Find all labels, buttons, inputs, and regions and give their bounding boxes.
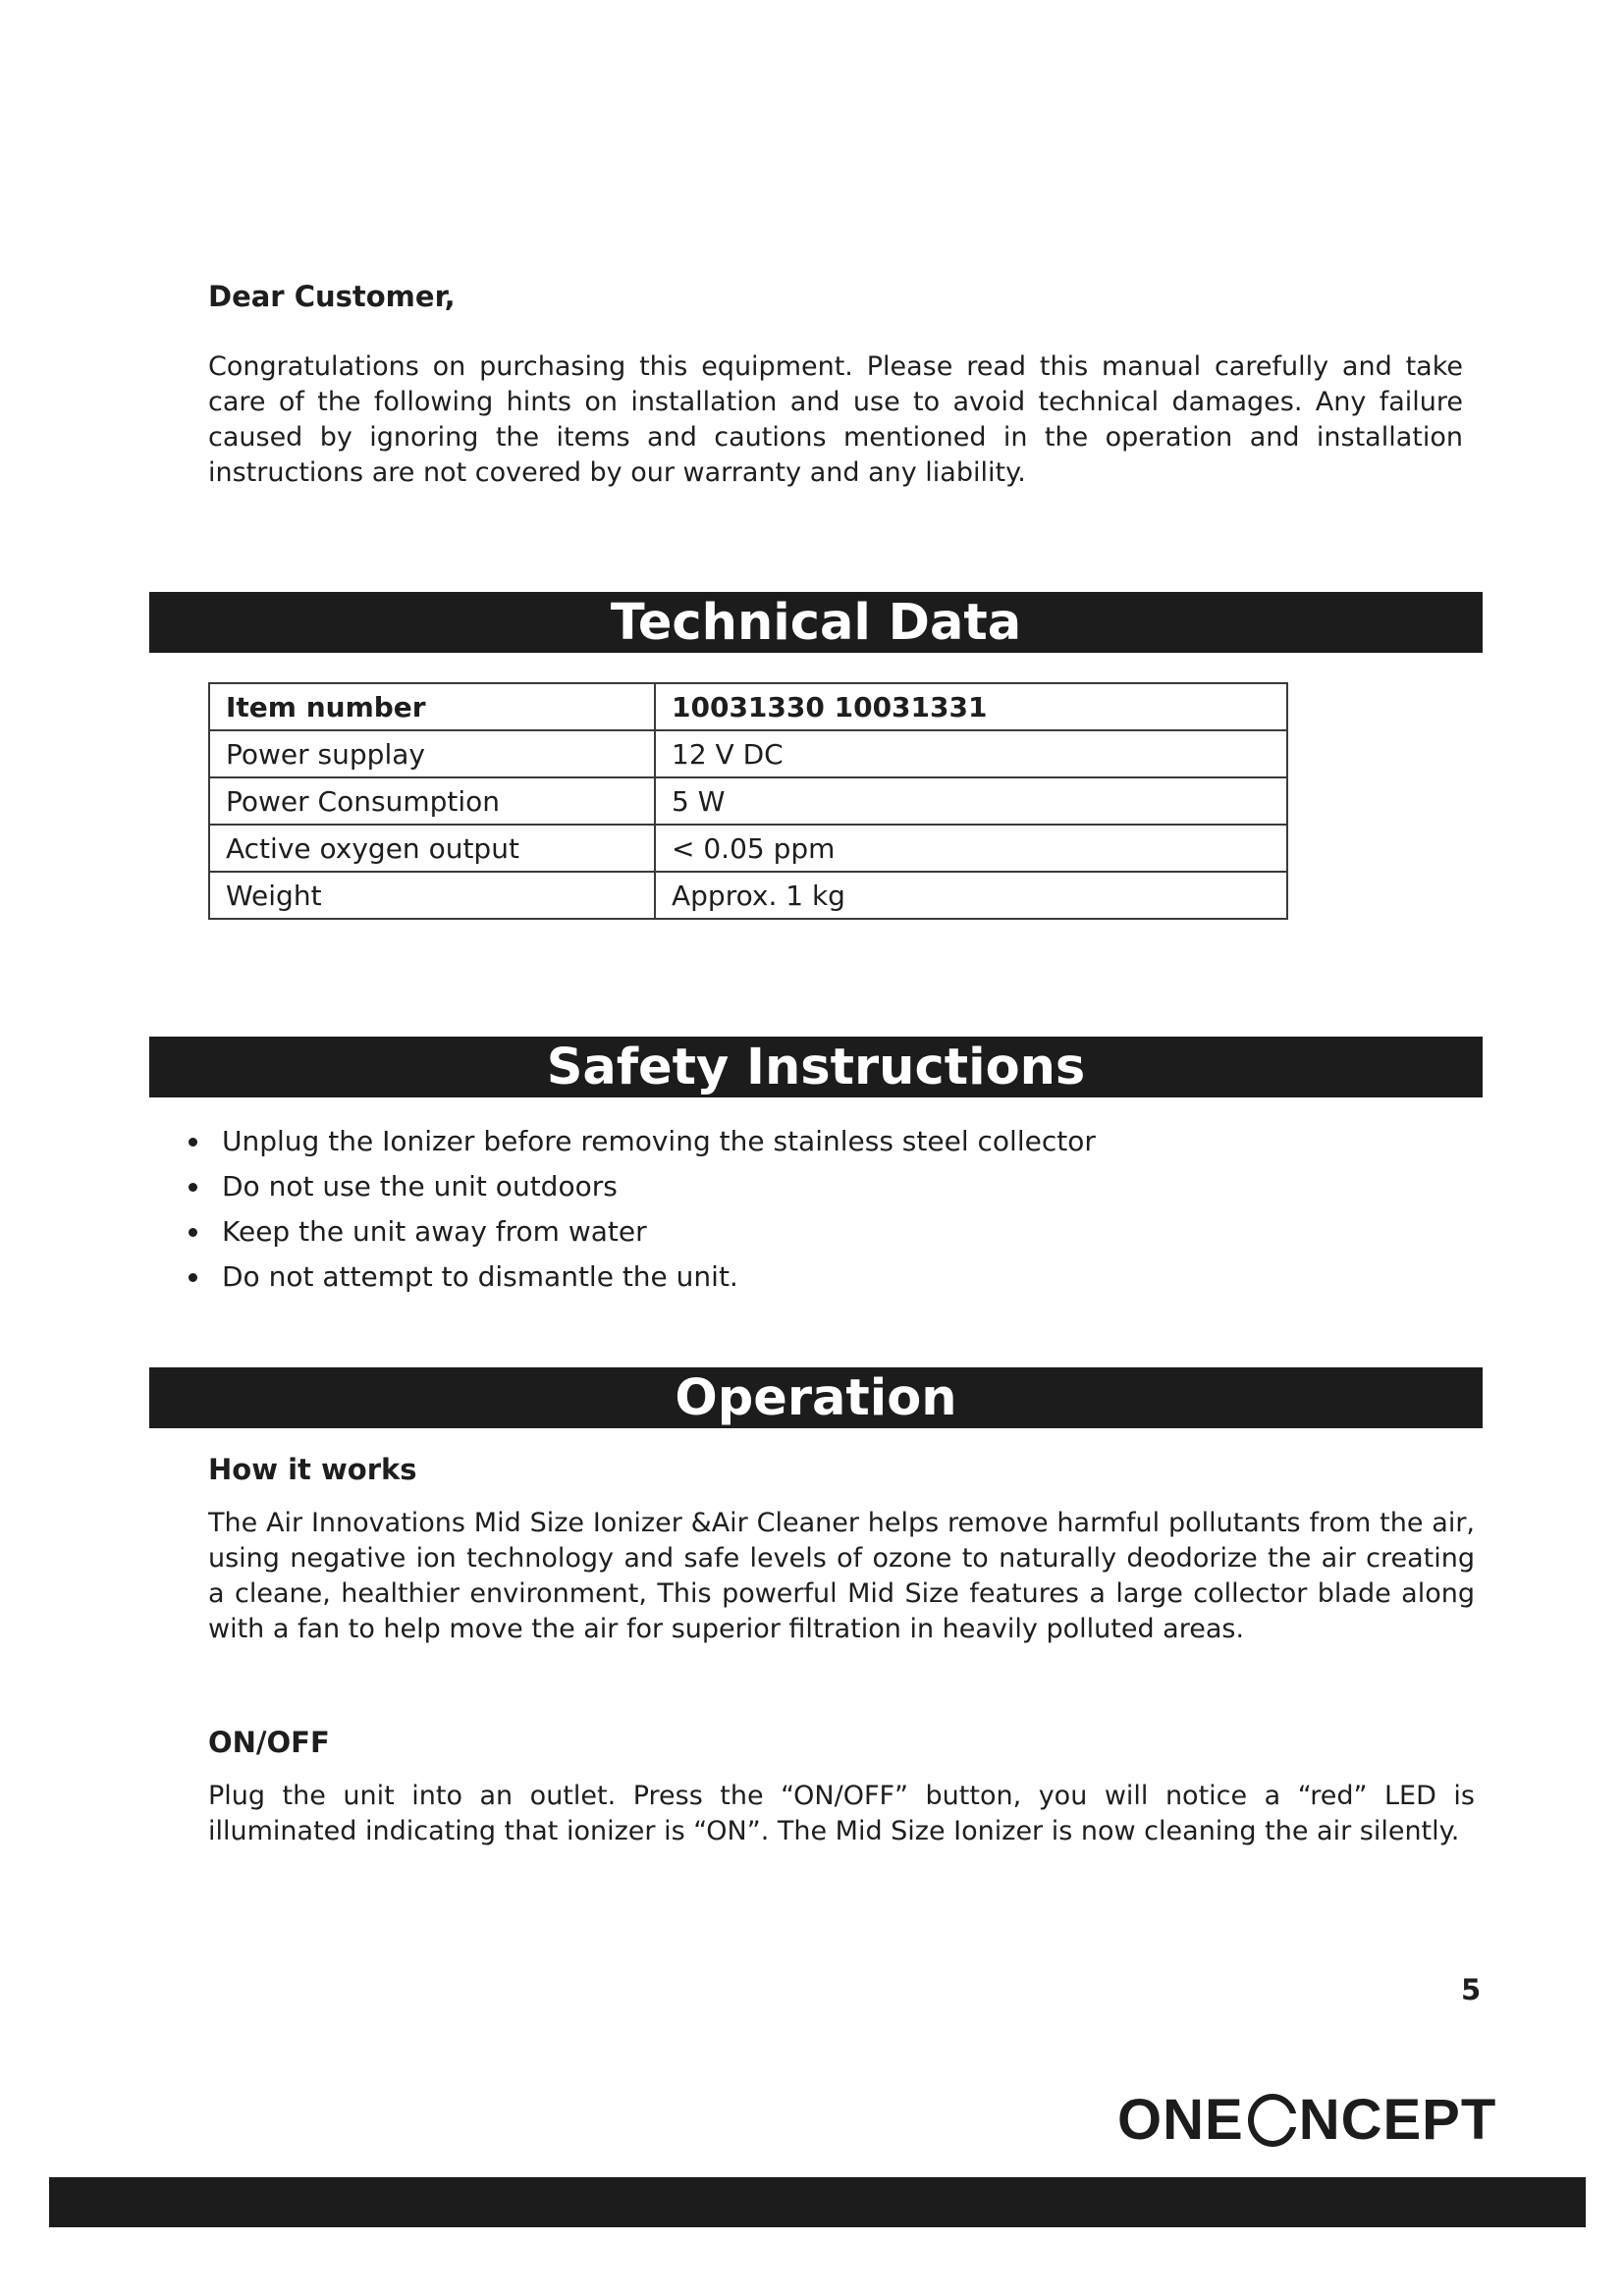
page-number: 5 — [1461, 1973, 1482, 2006]
table-row — [209, 872, 1287, 919]
logo-ring-icon — [1248, 2094, 1297, 2147]
table-row — [209, 825, 1287, 872]
list-item-text: Do not use the unit outdoors — [222, 1170, 618, 1202]
logo-text-ncept: NCEPT — [1298, 2088, 1497, 2152]
footer-bar — [49, 2177, 1586, 2227]
bullet-icon — [189, 1183, 197, 1192]
safety-instructions-header — [149, 1037, 1483, 1097]
table-row — [209, 683, 1287, 730]
bullet-icon — [189, 1138, 197, 1147]
table-cell-label: Power supplay — [209, 730, 655, 777]
table-cell-label: Weight — [209, 872, 655, 919]
how-it-works-text: The Air Innovations Mid Size Ionizer &Air Cleaner helps remove harmful pollutants from the air, using negative ion technology and safe levels of ozone to naturally deodorize the air creating a cleane, healthier environment, This powerful Mid Size features a large collector blade along with a fan to help move the air for superior filtration in heavily polluted areas. — [208, 1508, 1475, 1644]
table-cell-label: Item number — [209, 683, 655, 730]
operation-header — [149, 1367, 1483, 1428]
list-item — [179, 1119, 1096, 1164]
safety-list — [179, 1119, 1096, 1300]
technical-data-header — [149, 592, 1483, 653]
table-cell-value: Approx. 1 kg — [655, 872, 1287, 919]
table-cell-value: 10031330 10031331 — [655, 683, 1287, 730]
oneconcept-logo — [1117, 2083, 1497, 2158]
list-item — [179, 1164, 1096, 1209]
table-row — [209, 777, 1287, 825]
intro-paragraph: Congratulations on purchasing this equipment. Please read this manual carefully and take care of the following hints on installation and use to avoid technical damages. Any failure caused by ignoring the items and cautions mentioned in the operation and installation instructions are not covered by our warranty and any liability. — [208, 351, 1463, 488]
list-item — [179, 1209, 1096, 1255]
table-cell-value: < 0.05 ppm — [655, 825, 1287, 872]
greeting: Dear Customer, — [208, 280, 456, 313]
list-item-text: Do not attempt to dismantle the unit. — [222, 1260, 738, 1293]
how-it-works-heading: How it works — [208, 1453, 417, 1486]
table-cell-value: 5 W — [655, 777, 1287, 825]
list-item — [179, 1255, 1096, 1300]
list-item-text: Keep the unit away from water — [222, 1215, 647, 1248]
technical-data-table — [208, 682, 1288, 920]
on-off-text: Plug the unit into an outlet. Press the “ON/OFF” button, you will notice a “red” LED is illuminated indicating that ionizer is “ON”. The Mid Size Ionizer is now cleaning the air silently. — [208, 1781, 1475, 1846]
on-off-heading: ON/OFF — [208, 1726, 330, 1759]
table-cell-label: Power Consumption — [209, 777, 655, 825]
list-item-text: Unplug the Ionizer before removing the stainless steel collector — [222, 1125, 1096, 1157]
bullet-icon — [189, 1273, 197, 1282]
technical-data-title: Technical Data — [610, 594, 1022, 652]
table-cell-value: 12 V DC — [655, 730, 1287, 777]
table-cell-label: Active oxygen output — [209, 825, 655, 872]
bullet-icon — [189, 1228, 197, 1237]
table-row — [209, 730, 1287, 777]
safety-instructions-title: Safety Instructions — [546, 1039, 1086, 1096]
logo-text-one: ONE — [1117, 2088, 1244, 2152]
operation-title: Operation — [675, 1369, 957, 1427]
